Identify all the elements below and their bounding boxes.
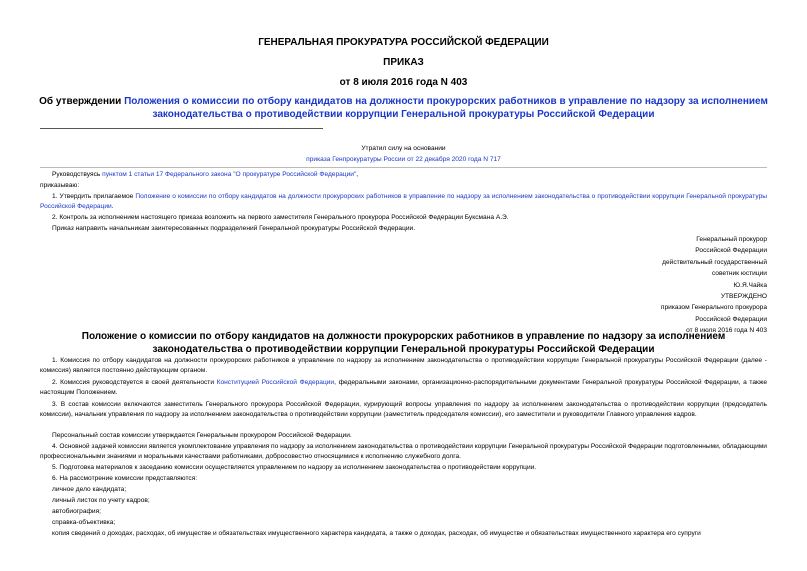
order-title-link[interactable]: Положения о комиссии по отбору кандидатов на должности прокурорских работников в управление по надзору за исполнением законодательства о противодействии коррупции Генеральной прокуратуры Российской Федерации — [124, 96, 768, 120]
intro-suffix: , — [356, 171, 359, 178]
approved-line: УТВЕРЖДЕНО — [720, 293, 767, 301]
doc-type: ПРИКАЗ — [383, 57, 424, 68]
intro-paragraph — [40, 170, 767, 180]
signature-line: Генеральный прокурор — [696, 236, 767, 243]
order-title — [30, 95, 777, 121]
signature-line: советник юстиции — [711, 270, 767, 278]
regulation-para-4: 4. Основной задачей комиссии является укомплектование управления по надзору за исполнением законодательства о противодействии коррупции Генеральной прокуратуры Российской Федерации подготовленными, обладающими профессиональными знаниями и моральными качествами работниками, добросовестно относящимися к исполнению служебного долга. — [40, 443, 767, 460]
regulation-para-3b: Персональный состав комиссии утверждается Генеральным прокурором Российской Федерации. — [52, 432, 352, 439]
repeal-separator — [40, 167, 767, 168]
repeal-link[interactable]: приказа Генпрокуратуры России от 22 декабря 2020 года N 717 — [306, 156, 501, 163]
law-link[interactable]: пунктом 1 статьи 17 Федерального закона "О прокуратуре Российской Федерации" — [102, 171, 357, 178]
order-item-3: Приказ направить начальникам заинтересованных подразделений Генеральной прокуратуры Российской Федерации. — [52, 225, 416, 232]
doc-date-number: от 8 июля 2016 года N 403 — [339, 77, 468, 88]
regulation-para-2 — [40, 378, 767, 398]
approved-line: Российской Федерации — [695, 315, 767, 323]
regulation-para-5: 5. Подготовка материалов к заседанию комиссии осуществляется управлением по надзору за исполнением законодательства о противодействии коррупции. — [52, 464, 537, 471]
approved-line: приказом Генерального прокурора — [660, 304, 767, 312]
regulation-link[interactable]: Положение о комиссии по отбору кандидатов на должности прокурорских работников в управление по надзору за исполнением законодательства о противодействии коррупции Генеральной прокуратуры Российской Федерации — [40, 193, 767, 210]
org-heading: ГЕНЕРАЛЬНАЯ ПРОКУРАТУРА РОССИЙСКОЙ ФЕДЕРАЦИИ — [258, 37, 549, 48]
regulation-para-6: 6. На рассмотрение комиссии представляются: — [52, 475, 198, 482]
signature-line: действительный государственный — [662, 258, 767, 266]
signature-line: Российской Федерации — [695, 247, 767, 255]
regulation-para-2-suffix: , федеральными законами, организационно-распорядительными документами Генеральной прокуратуры Российской Федерации, а также настоящим Положением. — [40, 379, 767, 396]
order-item-2: 2. Контроль за исполнением настоящего приказа возложить на первого заместителя Генерального прокурора Российской Федерации Буксмана А.Э. — [52, 214, 509, 221]
regulation-para-2-prefix: 2. Комиссия руководствуется в своей деятельности — [52, 379, 217, 386]
regulation-title: Положение о комиссии по отбору кандидатов на должности прокурорских работников в управление по надзору за исполнением законодательства о противодействии коррупции Генеральной прокуратуры Российской Федерации — [81, 331, 726, 355]
list-item: личное дело кандидата; — [52, 486, 127, 493]
list-item: личный листок по учету кадров; — [52, 497, 150, 504]
repeal-note: Утратил силу на основании — [361, 145, 446, 152]
intro-prefix: Руководствуясь — [52, 171, 103, 178]
separator-line — [40, 128, 323, 129]
order-item-1 — [40, 192, 767, 212]
order-title-prefix: Об утверждении — [39, 96, 125, 107]
constitution-link[interactable]: Конституцией Российской Федерации — [216, 379, 335, 386]
list-item: копия сведений о доходах, расходах, об имуществе и обязательствах имущественного характера кандидата, а также о доходах, расходах, об имуществе и обязательствах имущественного характера его супруги — [52, 530, 701, 537]
list-item: справка-объективка; — [52, 519, 116, 526]
orders-word: приказываю: — [40, 182, 80, 189]
order-item-1-suffix: . — [111, 203, 114, 210]
regulation-para-1: 1. Комиссия по отбору кандидатов на должности прокурорских работников в управление по надзору за исполнением законодательства о противодействии коррупции Генеральной прокуратуры Российской Федерации (далее - комиссия) является постоянно действующим органом. — [40, 357, 767, 374]
regulation-para-3: 3. В состав комиссии включаются заместитель Генерального прокурора Российской Федерации, курирующий вопросы управления по надзору за исполнением законодательства о противодействии коррупции (председатель комиссии), начальник управления по надзору за исполнением законодательства о противодействии коррупции (заместитель председателя комиссии), его заместители и руководители Главного управления кадров. — [40, 401, 767, 418]
list-item: автобиография; — [52, 508, 102, 515]
signature-line: Ю.Я.Чайка — [733, 281, 767, 289]
order-item-1-prefix: 1. Утвердить прилагаемое — [52, 193, 136, 200]
signature-block — [560, 234, 767, 337]
approved-line: от 8 июля 2016 года N 403 — [686, 327, 767, 335]
